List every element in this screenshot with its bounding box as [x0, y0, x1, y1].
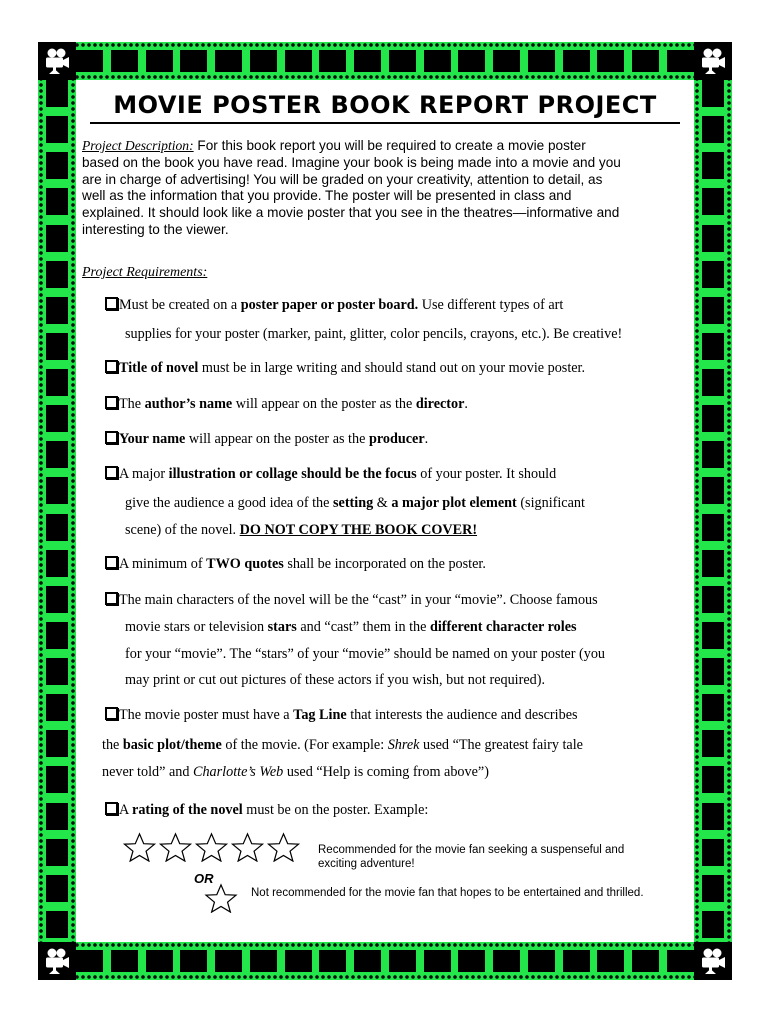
film-frame — [702, 477, 724, 504]
film-frame — [46, 333, 68, 360]
film-frame — [632, 50, 659, 72]
or-label: OR — [194, 871, 214, 886]
film-frame — [702, 441, 724, 468]
star-outline-icon — [230, 832, 265, 862]
film-frame — [46, 586, 68, 613]
film-frame — [424, 50, 451, 72]
film-frame — [702, 586, 724, 613]
five-star-rating — [122, 832, 301, 862]
film-frame — [702, 369, 724, 396]
movie-camera-icon — [694, 942, 732, 980]
requirements-heading: Project Requirements: — [82, 265, 208, 280]
checkbox-icon — [105, 466, 118, 479]
film-frame — [389, 50, 416, 72]
description-line: explained. It should look like a movie poster that you see in the theatres—informative and — [82, 205, 620, 221]
film-frame — [597, 950, 624, 972]
star-outline-icon — [122, 832, 157, 862]
film-frame — [46, 658, 68, 685]
star-outline-icon — [266, 832, 301, 862]
film-frame — [563, 50, 590, 72]
movie-camera-icon — [38, 42, 76, 80]
film-frame — [319, 950, 346, 972]
star-outline-icon — [158, 832, 193, 862]
film-frame — [528, 50, 555, 72]
film-frame — [46, 225, 68, 252]
film-frame — [702, 261, 724, 288]
checkbox-icon — [105, 556, 118, 569]
film-frame — [702, 188, 724, 215]
description-line: well as the information that you provide. The poster will be presented in class and — [82, 188, 572, 204]
film-frame — [632, 950, 659, 972]
film-frame — [46, 622, 68, 649]
checkbox-icon — [105, 592, 118, 605]
film-frame — [46, 477, 68, 504]
film-frame — [493, 950, 520, 972]
film-frame — [702, 730, 724, 757]
description-line: interesting to the viewer. — [82, 221, 229, 237]
description-line: For this book report you will be required to create a movie poster — [193, 138, 586, 153]
film-frame — [215, 50, 242, 72]
film-frame — [46, 441, 68, 468]
film-frame — [46, 152, 68, 179]
film-frame — [46, 188, 68, 215]
project-description — [82, 138, 688, 239]
film-frame — [563, 950, 590, 972]
description-line: are in charge of advertising! You will be graded on your creativity, attention to detail, as — [82, 171, 603, 187]
film-frame — [702, 875, 724, 902]
film-frame — [493, 50, 520, 72]
checkbox-icon — [105, 707, 118, 720]
film-frame — [285, 950, 312, 972]
checkbox-icon — [105, 802, 118, 815]
film-frame — [46, 297, 68, 324]
film-frame — [46, 261, 68, 288]
film-frame — [424, 950, 451, 972]
film-frame — [528, 950, 555, 972]
checkbox-icon — [105, 431, 118, 444]
film-frame — [702, 803, 724, 830]
page-title: MOVIE POSTER BOOK REPORT PROJECT — [90, 90, 680, 124]
page-content: MOVIE POSTER BOOK REPORT PROJECT Project Description: For this book report you will be required to create a movie poster based on the book you have read. Imagine your book is being made into a movie and you are in charge of advertising! You will be graded on your creativity, attention to detail, as well as the information that you provide. The poster will be presented in class and explained. It should look like a movie poster that you see in the theatres—informative and interesting to the viewer. Project Requirements: Must be created on a poster paper or poster board. Use different types of art supplies for your poster (marker, paint, glitter, color pencils, crayons, etc.). Be creative! Title of novel must be in large writing and should stand out on your movie poster. The author’s name will appear on the poster as the director. Your name will appear on the poster as the producer. A major illustration or collage should be the focus of your poster. It should give the audience a good idea of the setting & a major plot element (significant scene) of the novel. DO NOT COPY THE BOOK COVER! A minimum of TWO quotes shall be incorporated on the poster. The main characters of the novel will be the “cast” in your “movie”. Choose famous movie stars or television stars and “cast” them in the different character roles for your “movie”. The “stars” of your “movie” should be named on your poster (you may print or cut out pictures of these actors if you wish, but not required). The movie poster must have a Tag Line that interests the audience and describes the basic plot/theme of the movie. (For example: Shrek used “The greatest fairy tale never told” and Charlotte’s Web used “Help is coming from above”) A rating of the novel must be on the poster. Example: Recommended for the movie fan seeking a suspenseful and exciting adventure! OR Not recommended for the movie fan that hopes to be entertained and thrilled. — [80, 80, 690, 940]
five-star-description: Recommended for the movie fan seeking a suspenseful and exciting adventure! — [318, 844, 625, 870]
film-frame — [46, 911, 68, 938]
film-frame — [146, 950, 173, 972]
film-frame — [46, 369, 68, 396]
film-frame — [46, 839, 68, 866]
movie-camera-icon — [38, 942, 76, 980]
film-frame — [46, 803, 68, 830]
star-outline-icon — [194, 832, 229, 862]
film-frame — [319, 50, 346, 72]
film-frame — [215, 950, 242, 972]
film-frame — [702, 405, 724, 432]
film-frame — [667, 50, 694, 72]
warning-text: DO NOT COPY THE BOOK COVER! — [239, 522, 478, 538]
checkbox-icon — [105, 360, 118, 373]
film-frame — [46, 694, 68, 721]
film-frame — [702, 766, 724, 793]
film-frame — [702, 297, 724, 324]
description-label: Project Description: — [82, 138, 194, 153]
description-line: based on the book you have read. Imagine your book is being made into a movie and you — [82, 154, 621, 170]
film-frame — [111, 950, 138, 972]
film-frame — [702, 911, 724, 938]
film-frame — [702, 622, 724, 649]
film-frame — [46, 730, 68, 757]
movie-camera-icon — [694, 42, 732, 80]
film-strip-left — [38, 76, 76, 942]
film-frame — [702, 116, 724, 143]
film-frame — [702, 80, 724, 107]
film-frame — [146, 50, 173, 72]
film-frame — [354, 950, 381, 972]
one-star-description: Not recommended for the movie fan that hopes to be entertained and thrilled. — [251, 887, 644, 899]
film-frame — [46, 766, 68, 793]
film-frame — [46, 80, 68, 107]
film-frame — [250, 50, 277, 72]
film-frame — [46, 550, 68, 577]
film-frame — [702, 152, 724, 179]
film-frame — [389, 950, 416, 972]
film-frame — [702, 694, 724, 721]
film-frame — [702, 550, 724, 577]
film-frame — [111, 50, 138, 72]
film-frame — [180, 50, 207, 72]
film-frame — [76, 50, 103, 72]
film-frame — [458, 950, 485, 972]
checkbox-icon — [105, 297, 118, 310]
film-frame — [250, 950, 277, 972]
film-frame — [702, 514, 724, 541]
film-frame — [180, 950, 207, 972]
film-frame — [46, 514, 68, 541]
film-frame — [702, 225, 724, 252]
film-frame — [76, 950, 103, 972]
film-frame — [285, 50, 312, 72]
film-frame — [597, 50, 624, 72]
film-strip-right — [694, 76, 732, 942]
film-frame — [46, 875, 68, 902]
film-frame — [458, 50, 485, 72]
film-strip-bottom — [38, 942, 732, 980]
film-frame — [354, 50, 381, 72]
checkbox-icon — [105, 396, 118, 409]
star-outline-icon — [203, 883, 239, 913]
film-frame — [667, 950, 694, 972]
film-frame — [46, 116, 68, 143]
film-strip-top — [38, 42, 732, 80]
film-frame — [702, 658, 724, 685]
film-frame — [46, 405, 68, 432]
film-frame — [702, 839, 724, 866]
film-frame — [702, 333, 724, 360]
